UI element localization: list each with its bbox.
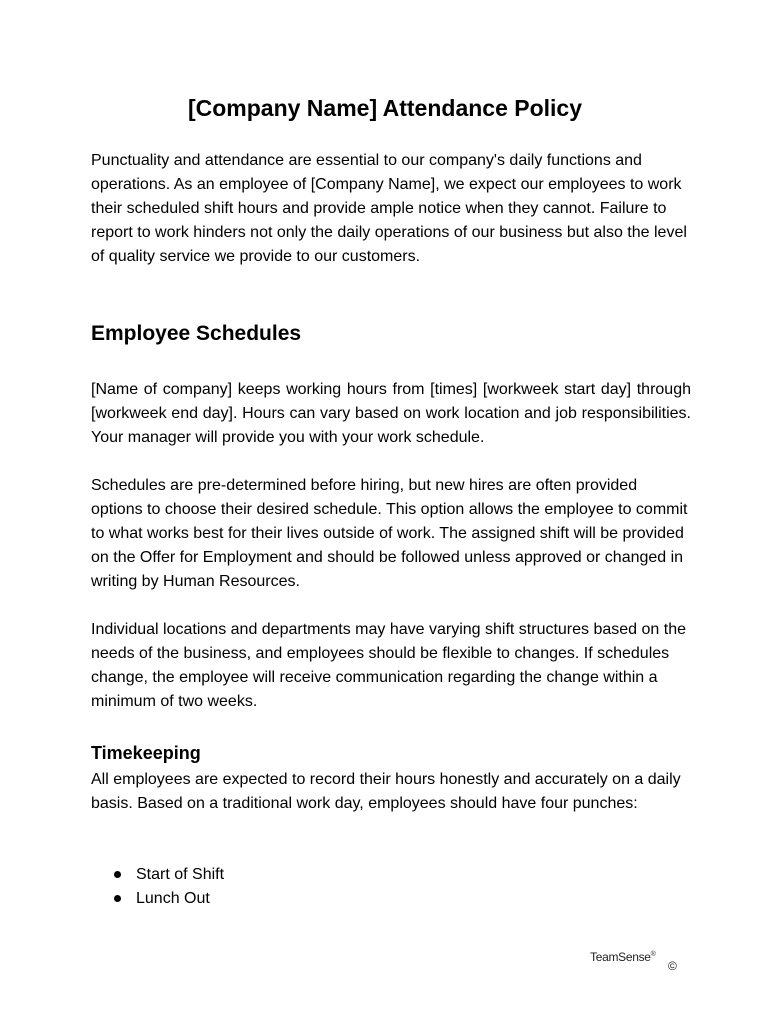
schedules-paragraph-1: [Name of company] keeps working hours from [times] [workweek start day] through [workweek end day]. Hours can vary based on work location and job responsibilities. Your manager will provide you with your work schedule. — [91, 381, 691, 446]
timekeeping-paragraph: All employees are expected to record their hours honestly and accurately on a daily basis. Based on a traditional work day, employees should have four punches: — [91, 771, 681, 812]
logo-text: TeamSense — [590, 950, 651, 964]
copyright-icon: © — [668, 959, 677, 973]
registered-mark: ® — [650, 951, 656, 958]
schedules-paragraph-2: Schedules are pre-determined before hiring, but new hires are often provided options to choose their desired schedule. This option allows the employee to commit to what works best for their lives outside of work. The assigned shift will be provided on the Offer for Employment and should be followed unless approved or changed in writing by Human Resources. — [91, 477, 688, 590]
bullet-icon — [114, 895, 121, 902]
schedules-paragraph-3: Individual locations and departments may have varying shift structures based on the needs of the business, and employees should be flexible to changes. If schedules change, the employee will receive communication regarding the change within a minimum of two weeks. — [91, 621, 686, 710]
page-title: [Company Name] Attendance Policy — [187, 95, 583, 121]
punches-list — [91, 863, 224, 911]
list-item-label: Lunch Out — [136, 890, 210, 907]
timekeeping-heading: Timekeeping — [91, 743, 201, 763]
list-item — [91, 887, 224, 911]
list-item-label: Start of Shift — [136, 866, 225, 883]
employee-schedules-heading: Employee Schedules — [91, 322, 302, 345]
teamsense-logo — [590, 950, 656, 964]
list-item — [91, 863, 224, 887]
intro-paragraph: Punctuality and attendance are essential to our company's daily functions and operations. As an employee of [Company Name], we expect our employees to work their scheduled shift hours and provide ample notice when they cannot. Failure to report to work hinders not only the daily operations of our business but also the level of quality service we provide to our customers. — [91, 152, 687, 265]
bullet-icon — [114, 871, 121, 878]
